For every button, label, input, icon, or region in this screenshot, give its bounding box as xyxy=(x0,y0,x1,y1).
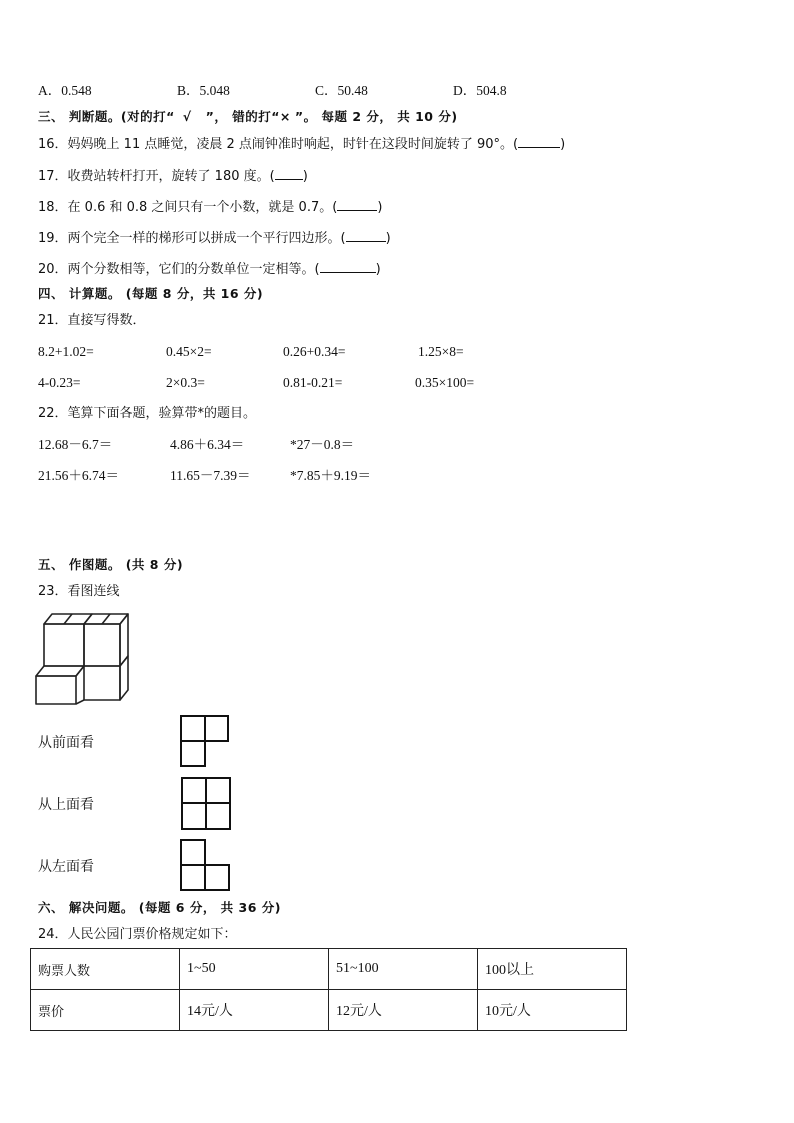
section3-heading xyxy=(38,109,458,125)
table-row xyxy=(31,990,627,1031)
price-table xyxy=(30,948,627,1031)
view-label-left: 从左面看 xyxy=(38,859,94,875)
view-shape-l-bottom[interactable] xyxy=(180,839,232,893)
option-c: C．50.48 xyxy=(315,83,368,98)
section3-heading-part1: 三、 判断题。(对的打“ xyxy=(38,109,175,124)
question-19-text: 19．两个完全一样的梯形可以拼成一个平行四边形。( xyxy=(38,231,346,246)
view-label-front: 从前面看 xyxy=(38,735,94,751)
view-shape-square[interactable] xyxy=(180,777,232,831)
q22-expr: *7.85＋9.19＝ xyxy=(290,468,371,483)
table-cell: 1~50 xyxy=(180,949,329,990)
q22-expr: 21.56＋6.74＝ xyxy=(38,468,119,483)
cube-stack-figure xyxy=(38,610,132,706)
table-cell: 14元/人 xyxy=(180,990,329,1031)
q22-expr: *27－0.8＝ xyxy=(290,437,355,452)
question-18-close: ) xyxy=(377,200,383,215)
q22-expr: 12.68－6.7＝ xyxy=(38,437,113,452)
table-cell: 购票人数 xyxy=(31,949,180,990)
question-17-text: 17．收费站转杆打开，旋转了 180 度。( xyxy=(38,169,275,184)
check-mark: √ xyxy=(182,109,192,124)
section3-heading-part3: ”。 每题 2 分， 共 10 分) xyxy=(294,109,458,124)
question-20-close: ) xyxy=(375,262,381,277)
question-22-stem: 22．笔算下面各题，验算带*的题目。 xyxy=(38,406,257,421)
option-d: D．504.8 xyxy=(453,83,507,98)
answer-blank[interactable] xyxy=(320,261,376,273)
q21-expr: 0.26+0.34= xyxy=(283,344,346,359)
table-cell: 12元/人 xyxy=(329,990,478,1031)
question-16-close: ) xyxy=(560,137,566,152)
question-19 xyxy=(38,230,391,247)
option-b: B．5.048 xyxy=(177,83,230,98)
q22-expr: 4.86＋6.34＝ xyxy=(170,437,245,452)
question-19-close: ) xyxy=(385,231,391,246)
table-row xyxy=(31,949,627,990)
question-24-stem: 24．人民公园门票价格规定如下： xyxy=(38,927,237,942)
table-cell: 51~100 xyxy=(329,949,478,990)
section4-heading: 四、 计算题。 (每题 8 分，共 16 分) xyxy=(38,286,264,301)
option-a: A．0.548 xyxy=(38,83,92,98)
view-shape-l-top[interactable] xyxy=(180,715,230,769)
answer-blank[interactable] xyxy=(337,199,377,211)
q21-expr: 2×0.3= xyxy=(166,375,205,390)
question-21-stem: 21．直接写得数． xyxy=(38,313,146,328)
question-17 xyxy=(38,168,308,185)
answer-blank[interactable] xyxy=(275,168,303,180)
cross-mark: × xyxy=(279,109,291,124)
q21-expr: 0.45×2= xyxy=(166,344,212,359)
q21-expr: 4-0.23= xyxy=(38,375,81,390)
table-cell: 票价 xyxy=(31,990,180,1031)
table-cell: 100以上 xyxy=(478,949,627,990)
q21-expr: 8.2+1.02= xyxy=(38,344,94,359)
question-16-text: 16．妈妈晚上 11 点睡觉，凌晨 2 点闹钟准时响起，时针在这段时间旋转了 90°。( xyxy=(38,137,519,152)
q21-expr: 0.35×100= xyxy=(415,375,475,390)
question-20-text: 20．两个分数相等，它们的分数单位一定相等。( xyxy=(38,262,320,277)
question-18 xyxy=(38,199,382,216)
section6-heading: 六、 解决问题。 (每题 6 分， 共 36 分) xyxy=(38,900,281,915)
answer-blank[interactable] xyxy=(518,136,560,148)
q21-expr: 0.81-0.21= xyxy=(283,375,343,390)
q22-expr: 11.65－7.39＝ xyxy=(170,468,251,483)
question-23-stem: 23．看图连线 xyxy=(38,584,120,599)
question-18-text: 18．在 0.6 和 0.8 之间只有一个小数，就是 0.7。( xyxy=(38,200,338,215)
section5-heading: 五、 作图题。 (共 8 分) xyxy=(38,557,184,572)
view-label-top: 从上面看 xyxy=(38,797,94,813)
section3-heading-part2: ”， 错的打“ xyxy=(205,109,280,124)
question-17-close: ) xyxy=(302,169,308,184)
q21-expr: 1.25×8= xyxy=(418,344,464,359)
answer-blank[interactable] xyxy=(346,230,386,242)
question-16 xyxy=(38,136,565,153)
question-20 xyxy=(38,261,381,278)
table-cell: 10元/人 xyxy=(478,990,627,1031)
